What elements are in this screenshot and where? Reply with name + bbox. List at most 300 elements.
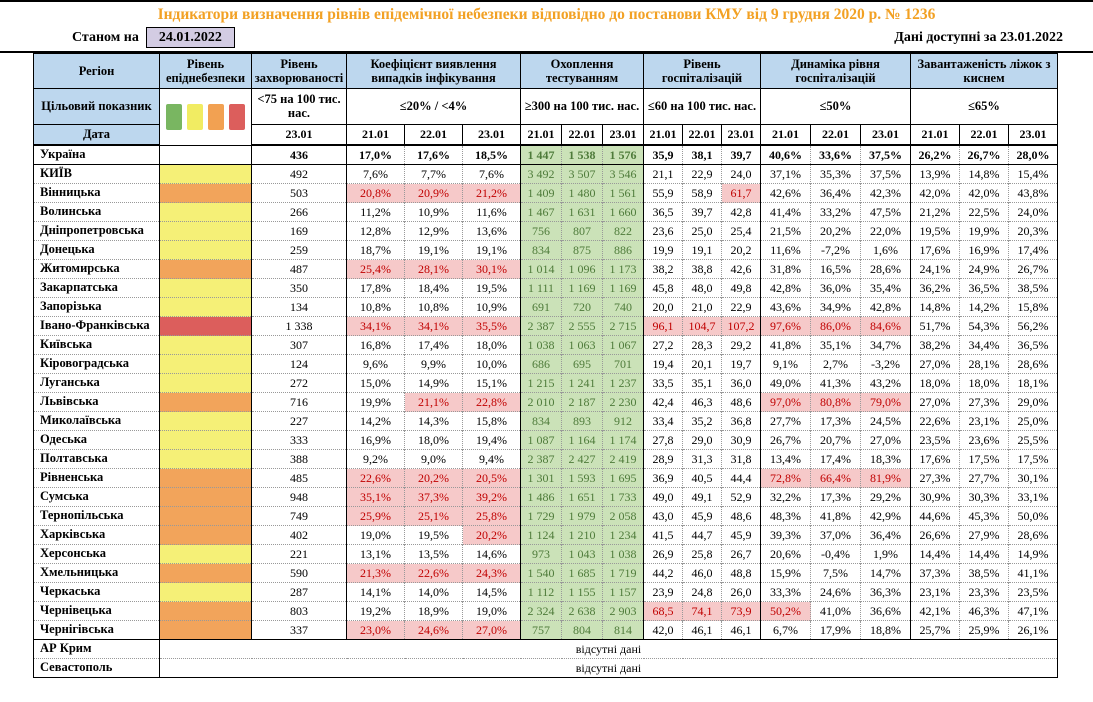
oxygen-beds-value: 17,5%: [960, 450, 1009, 469]
hospitalization-value: 21,0: [683, 298, 722, 317]
date-cell: 22.01: [683, 125, 722, 146]
hospitalization-value: 20,2: [722, 241, 761, 260]
hosp-dynamics-value: 31,8%: [761, 260, 811, 279]
hosp-dynamics-value: 18,8%: [861, 621, 911, 640]
testing-value: 1 651: [562, 488, 603, 507]
oxygen-beds-value: 17,4%: [1009, 241, 1058, 260]
testing-value: 2 427: [562, 450, 603, 469]
region-name: Кіровоградська: [34, 355, 160, 374]
hosp-dynamics-value: 42,3%: [861, 184, 911, 203]
incidence-value: 350: [252, 279, 347, 298]
oxygen-beds-value: 25,0%: [1009, 412, 1058, 431]
detection-value: 20,2%: [463, 526, 521, 545]
as-of-date-box: 24.01.2022: [146, 27, 235, 48]
hosp-dynamics-value: 1,9%: [861, 545, 911, 564]
hosp-dynamics-value: 41,3%: [811, 374, 861, 393]
detection-value: 39,2%: [463, 488, 521, 507]
as-of-block: [72, 27, 235, 48]
hospitalization-value: 42,0: [644, 621, 683, 640]
oxygen-beds-value: 54,3%: [960, 317, 1009, 336]
hosp-dynamics-value: 22,0%: [861, 222, 911, 241]
region-row: [34, 203, 1058, 222]
hospitalization-value: 49,8: [722, 279, 761, 298]
hospitalization-value: 25,4: [722, 222, 761, 241]
epidemic-level-cell: [160, 222, 252, 241]
oxygen-beds-value: 29,0%: [1009, 393, 1058, 412]
oxygen-beds-value: 26,1%: [1009, 621, 1058, 640]
detection-value: 18,0%: [463, 336, 521, 355]
oxygen-beds-value: 56,2%: [1009, 317, 1058, 336]
testing-value: 1 561: [603, 184, 644, 203]
incidence-value: 333: [252, 431, 347, 450]
oxygen-beds-value: 46,3%: [960, 602, 1009, 621]
hospitalization-value: 36,9: [644, 469, 683, 488]
col-header-testing: Охоплення тестуванням: [521, 54, 644, 89]
region-name: Вінницька: [34, 184, 160, 203]
epidemic-level-cell: [160, 621, 252, 640]
testing-value: 2 058: [603, 507, 644, 526]
region-row: [34, 336, 1058, 355]
region-row: [34, 355, 1058, 374]
testing-value: 1 234: [603, 526, 644, 545]
hosp-dynamics-value: 41,0%: [811, 602, 861, 621]
hosp-dynamics-value: 20,6%: [761, 545, 811, 564]
hosp-dynamics-value: 36,4%: [811, 184, 861, 203]
hosp-dynamics-value: 49,0%: [761, 374, 811, 393]
testing-value: 2 387: [521, 450, 562, 469]
threshold-detection: ≤20% / <4%: [347, 89, 521, 125]
testing-value: 1 014: [521, 260, 562, 279]
detection-value: 14,6%: [463, 545, 521, 564]
detection-value: 9,0%: [405, 450, 463, 469]
hosp-dynamics-value: 35,1%: [811, 336, 861, 355]
header-row-thresholds: [34, 89, 1058, 125]
hosp-dynamics-value: 42,6%: [761, 184, 811, 203]
testing-value: 1 685: [562, 564, 603, 583]
hospitalization-value: 48,8: [722, 564, 761, 583]
detection-value: 28,1%: [405, 260, 463, 279]
detection-value: 20,5%: [463, 469, 521, 488]
incidence-value: 803: [252, 602, 347, 621]
region-name: Київська: [34, 336, 160, 355]
region-row: [34, 165, 1058, 184]
hospitalization-value: 26,0: [722, 583, 761, 602]
testing-value: 720: [562, 298, 603, 317]
oxygen-beds-value: 27,3%: [960, 393, 1009, 412]
detection-value: 7,6%: [463, 165, 521, 184]
hospitalization-value: 33,5: [644, 374, 683, 393]
detection-value: 19,1%: [405, 241, 463, 260]
date-cell: 21.01: [911, 125, 960, 146]
oxygen-beds-value: 23,6%: [960, 431, 1009, 450]
region-row: [34, 412, 1058, 431]
detection-value: 19,0%: [463, 602, 521, 621]
oxygen-beds-value: 42,1%: [911, 602, 960, 621]
incidence-value: 134: [252, 298, 347, 317]
col-header-hosp-dynamics: Динаміка рівня госпіталізацій: [761, 54, 911, 89]
detection-value: 23,0%: [347, 621, 405, 640]
oxygen-beds-value: 25,7%: [911, 621, 960, 640]
region-name: Черкаська: [34, 583, 160, 602]
hosp-dynamics-value: 72,8%: [761, 469, 811, 488]
hospitalization-value: 27,8: [644, 431, 683, 450]
hosp-dynamics-value: 7,5%: [811, 564, 861, 583]
hosp-dynamics-value: 37,5%: [861, 165, 911, 184]
region-row: [34, 564, 1058, 583]
epidemic-level-cell: [160, 184, 252, 203]
detection-value: 30,1%: [463, 260, 521, 279]
hospitalization-value: 19,7: [722, 355, 761, 374]
detection-value: 37,3%: [405, 488, 463, 507]
region-row: [34, 241, 1058, 260]
oxygen-beds-value: 42,0%: [960, 184, 1009, 203]
hospitalization-value: 29,0: [683, 431, 722, 450]
testing-value: 1 038: [521, 336, 562, 355]
hospitalization-value: 24,0: [722, 165, 761, 184]
hospitalization-value: 42,8: [722, 203, 761, 222]
hosp-dynamics-value: 84,6%: [861, 317, 911, 336]
detection-value: 13,5%: [405, 545, 463, 564]
epidemic-level-cell: [160, 260, 252, 279]
hosp-dynamics-value: 11,6%: [761, 241, 811, 260]
date-cell: 23.01: [252, 125, 347, 146]
detection-value: 34,1%: [405, 317, 463, 336]
region-name: Запорізька: [34, 298, 160, 317]
testing-value: 1 631: [562, 203, 603, 222]
date-cell: 23.01: [1009, 125, 1058, 146]
col-header-oxygen-beds: Завантаженість ліжок з киснем: [911, 54, 1058, 89]
hospitalization-value: 24,8: [683, 583, 722, 602]
hosp-dynamics-value: 32,2%: [761, 488, 811, 507]
detection-value: 17,8%: [347, 279, 405, 298]
hosp-dynamics-value: 2,7%: [811, 355, 861, 374]
detection-value: 14,5%: [463, 583, 521, 602]
oxygen-beds-value: 45,3%: [960, 507, 1009, 526]
testing-value: 973: [521, 545, 562, 564]
incidence-value: 436: [252, 145, 347, 165]
testing-value: 1 540: [521, 564, 562, 583]
oxygen-beds-value: 26,7%: [960, 145, 1009, 165]
testing-value: 2 187: [562, 393, 603, 412]
oxygen-beds-value: 36,5%: [1009, 336, 1058, 355]
oxygen-beds-value: 22,6%: [911, 412, 960, 431]
testing-value: 1 486: [521, 488, 562, 507]
epidemic-level-cell: [160, 450, 252, 469]
testing-value: 1 173: [603, 260, 644, 279]
date-cell: 21.01: [761, 125, 811, 146]
hospitalization-value: 35,2: [683, 412, 722, 431]
oxygen-beds-value: 14,4%: [960, 545, 1009, 564]
oxygen-beds-value: 18,0%: [960, 374, 1009, 393]
threshold-hospitalization: ≤60 на 100 тис. нас.: [644, 89, 761, 125]
detection-value: 21,2%: [463, 184, 521, 203]
incidence-value: 259: [252, 241, 347, 260]
detection-value: 34,1%: [347, 317, 405, 336]
testing-value: 1 979: [562, 507, 603, 526]
available-label: Дані доступні за: [894, 29, 997, 45]
oxygen-beds-value: 34,4%: [960, 336, 1009, 355]
hospitalization-value: 55,9: [644, 184, 683, 203]
epidemic-level-cell: [160, 545, 252, 564]
detection-value: 15,1%: [463, 374, 521, 393]
oxygen-beds-value: 28,6%: [1009, 526, 1058, 545]
no-data-message: відсутні дані: [160, 640, 1058, 659]
hosp-dynamics-value: 26,7%: [761, 431, 811, 450]
region-name: Чернігівська: [34, 621, 160, 640]
hosp-dynamics-value: 40,6%: [761, 145, 811, 165]
hospitalization-value: 44,4: [722, 469, 761, 488]
hospitalization-value: 42,4: [644, 393, 683, 412]
testing-value: 1 241: [562, 374, 603, 393]
testing-value: 1 112: [521, 583, 562, 602]
indicators-table: [33, 53, 1058, 678]
hospitalization-value: 36,5: [644, 203, 683, 222]
oxygen-beds-value: 43,8%: [1009, 184, 1058, 203]
region-name: Херсонська: [34, 545, 160, 564]
region-row: [34, 469, 1058, 488]
region-name: Україна: [34, 145, 160, 165]
hospitalization-value: 49,1: [683, 488, 722, 507]
meta-row: [0, 25, 1093, 53]
detection-value: 17,4%: [405, 336, 463, 355]
detection-value: 19,2%: [347, 602, 405, 621]
oxygen-beds-value: 26,7%: [1009, 260, 1058, 279]
oxygen-beds-value: 23,1%: [911, 583, 960, 602]
region-row: [34, 279, 1058, 298]
detection-value: 9,6%: [347, 355, 405, 374]
incidence-value: 388: [252, 450, 347, 469]
testing-value: 756: [521, 222, 562, 241]
detection-value: 19,5%: [405, 526, 463, 545]
hosp-dynamics-value: 35,4%: [861, 279, 911, 298]
oxygen-beds-value: 33,1%: [1009, 488, 1058, 507]
detection-value: 18,5%: [463, 145, 521, 165]
detection-value: 10,8%: [347, 298, 405, 317]
oxygen-beds-value: 30,1%: [1009, 469, 1058, 488]
incidence-value: 749: [252, 507, 347, 526]
testing-value: 1 169: [562, 279, 603, 298]
oxygen-beds-value: 19,9%: [960, 222, 1009, 241]
hospitalization-value: 45,9: [683, 507, 722, 526]
threshold-oxygen-beds: ≤65%: [911, 89, 1058, 125]
oxygen-beds-value: 14,8%: [911, 298, 960, 317]
oxygen-beds-value: 25,5%: [1009, 431, 1058, 450]
oxygen-beds-value: 16,9%: [960, 241, 1009, 260]
hospitalization-value: 48,6: [722, 507, 761, 526]
threshold-incidence: <75 на 100 тис. нас.: [252, 89, 347, 125]
hosp-dynamics-value: 97,6%: [761, 317, 811, 336]
hospitalization-value: 28,9: [644, 450, 683, 469]
incidence-value: 485: [252, 469, 347, 488]
hosp-dynamics-value: 34,9%: [811, 298, 861, 317]
detection-value: 20,8%: [347, 184, 405, 203]
hosp-dynamics-value: 9,1%: [761, 355, 811, 374]
incidence-value: 287: [252, 583, 347, 602]
oxygen-beds-value: 27,3%: [911, 469, 960, 488]
epidemic-level-cell: [160, 145, 252, 165]
testing-value: 2 230: [603, 393, 644, 412]
testing-value: 834: [521, 412, 562, 431]
detection-value: 13,1%: [347, 545, 405, 564]
legend-swatch: [208, 104, 224, 130]
testing-value: 1 576: [603, 145, 644, 165]
oxygen-beds-value: 30,9%: [911, 488, 960, 507]
hospitalization-value: 38,2: [644, 260, 683, 279]
region-name: Сумська: [34, 488, 160, 507]
detection-value: 27,0%: [463, 621, 521, 640]
detection-value: 15,0%: [347, 374, 405, 393]
epidemic-level-cell: [160, 336, 252, 355]
detection-value: 10,9%: [463, 298, 521, 317]
epidemic-level-cell: [160, 298, 252, 317]
date-cell: 23.01: [463, 125, 521, 146]
incidence-value: 492: [252, 165, 347, 184]
region-name: Миколаївська: [34, 412, 160, 431]
col-header-region: Регіон: [34, 54, 160, 89]
col-header-hospitalization: Рівень госпіталізацій: [644, 54, 761, 89]
hospitalization-value: 25,8: [683, 545, 722, 564]
oxygen-beds-value: 21,2%: [911, 203, 960, 222]
oxygen-beds-value: 27,7%: [960, 469, 1009, 488]
testing-value: 701: [603, 355, 644, 374]
testing-value: 804: [562, 621, 603, 640]
epidemic-level-cell: [160, 203, 252, 222]
hosp-dynamics-value: 1,6%: [861, 241, 911, 260]
testing-value: 1 174: [603, 431, 644, 450]
hosp-dynamics-value: 20,7%: [811, 431, 861, 450]
hosp-dynamics-value: 28,6%: [861, 260, 911, 279]
epidemic-level-cell: [160, 355, 252, 374]
region-name: Одеська: [34, 431, 160, 450]
incidence-value: 221: [252, 545, 347, 564]
hosp-dynamics-value: 48,3%: [761, 507, 811, 526]
detection-value: 7,6%: [347, 165, 405, 184]
hospitalization-value: 46,0: [683, 564, 722, 583]
hospitalization-value: 41,5: [644, 526, 683, 545]
hospitalization-value: 20,0: [644, 298, 683, 317]
hosp-dynamics-value: 17,4%: [811, 450, 861, 469]
region-name: Донецька: [34, 241, 160, 260]
detection-value: 19,4%: [463, 431, 521, 450]
detection-value: 14,9%: [405, 374, 463, 393]
testing-value: 1 695: [603, 469, 644, 488]
hosp-dynamics-value: 24,5%: [861, 412, 911, 431]
testing-value: 691: [521, 298, 562, 317]
region-name: Севастополь: [34, 659, 160, 678]
region-row: [34, 431, 1058, 450]
detection-value: 10,8%: [405, 298, 463, 317]
region-name: Полтавська: [34, 450, 160, 469]
testing-value: 757: [521, 621, 562, 640]
col-header-epidemic-level: Рівень епіднебезпеки: [160, 54, 252, 89]
testing-value: 695: [562, 355, 603, 374]
incidence-value: 227: [252, 412, 347, 431]
hosp-dynamics-value: 81,9%: [861, 469, 911, 488]
oxygen-beds-value: 24,1%: [911, 260, 960, 279]
region-name: КИЇВ: [34, 165, 160, 184]
detection-value: 21,3%: [347, 564, 405, 583]
hospitalization-value: 23,6: [644, 222, 683, 241]
date-cell: 22.01: [811, 125, 861, 146]
hosp-dynamics-value: 16,5%: [811, 260, 861, 279]
oxygen-beds-value: 36,5%: [960, 279, 1009, 298]
hospitalization-value: 49,0: [644, 488, 683, 507]
region-name: Рівненська: [34, 469, 160, 488]
region-row: [34, 260, 1058, 279]
oxygen-beds-value: 24,0%: [1009, 203, 1058, 222]
region-name: Закарпатська: [34, 279, 160, 298]
col-header-detection: Коефіцієнт виявлення випадків інфікування: [347, 54, 521, 89]
testing-value: 1 215: [521, 374, 562, 393]
epidemic-level-cell: [160, 165, 252, 184]
hosp-dynamics-value: 33,6%: [811, 145, 861, 165]
testing-value: 1 660: [603, 203, 644, 222]
available-date: 23.01.2022: [1000, 29, 1063, 45]
oxygen-beds-value: 51,7%: [911, 317, 960, 336]
testing-value: 686: [521, 355, 562, 374]
oxygen-beds-value: 14,8%: [960, 165, 1009, 184]
hosp-dynamics-value: 36,3%: [861, 583, 911, 602]
testing-value: 1 043: [562, 545, 603, 564]
region-name: Львівська: [34, 393, 160, 412]
region-row: [34, 450, 1058, 469]
epidemic-level-cell: [160, 469, 252, 488]
oxygen-beds-value: 37,3%: [911, 564, 960, 583]
detection-value: 17,0%: [347, 145, 405, 165]
incidence-value: 402: [252, 526, 347, 545]
testing-value: 3 507: [562, 165, 603, 184]
oxygen-beds-value: 27,9%: [960, 526, 1009, 545]
detection-value: 14,3%: [405, 412, 463, 431]
hospitalization-value: 31,8: [722, 450, 761, 469]
incidence-value: 716: [252, 393, 347, 412]
testing-value: 2 419: [603, 450, 644, 469]
hospitalization-value: 33,4: [644, 412, 683, 431]
region-row: [34, 545, 1058, 564]
detection-value: 25,1%: [405, 507, 463, 526]
hosp-dynamics-value: 66,4%: [811, 469, 861, 488]
oxygen-beds-value: 38,2%: [911, 336, 960, 355]
region-row: [34, 621, 1058, 640]
detection-value: 9,4%: [463, 450, 521, 469]
hosp-dynamics-value: 13,4%: [761, 450, 811, 469]
hospitalization-value: 40,5: [683, 469, 722, 488]
date-cell: 21.01: [521, 125, 562, 146]
testing-value: 1 237: [603, 374, 644, 393]
oxygen-beds-value: 14,2%: [960, 298, 1009, 317]
header-row-groups: [34, 54, 1058, 89]
hosp-dynamics-value: 20,2%: [811, 222, 861, 241]
hospitalization-value: 36,0: [722, 374, 761, 393]
hosp-dynamics-value: 41,4%: [761, 203, 811, 222]
region-row: [34, 393, 1058, 412]
hospitalization-value: 74,1: [683, 602, 722, 621]
hosp-dynamics-value: 14,7%: [861, 564, 911, 583]
region-row: [34, 317, 1058, 336]
hospitalization-value: 20,1: [683, 355, 722, 374]
hospitalization-value: 39,7: [722, 145, 761, 165]
testing-value: 834: [521, 241, 562, 260]
region-row: [34, 374, 1058, 393]
detection-value: 10,9%: [405, 203, 463, 222]
region-name: Хмельницька: [34, 564, 160, 583]
hospitalization-value: 28,3: [683, 336, 722, 355]
target-indicator-label: Цільовий показник: [34, 89, 160, 125]
hosp-dynamics-value: 24,6%: [811, 583, 861, 602]
date-cell: 23.01: [603, 125, 644, 146]
oxygen-beds-value: 27,0%: [911, 355, 960, 374]
detection-value: 19,9%: [347, 393, 405, 412]
